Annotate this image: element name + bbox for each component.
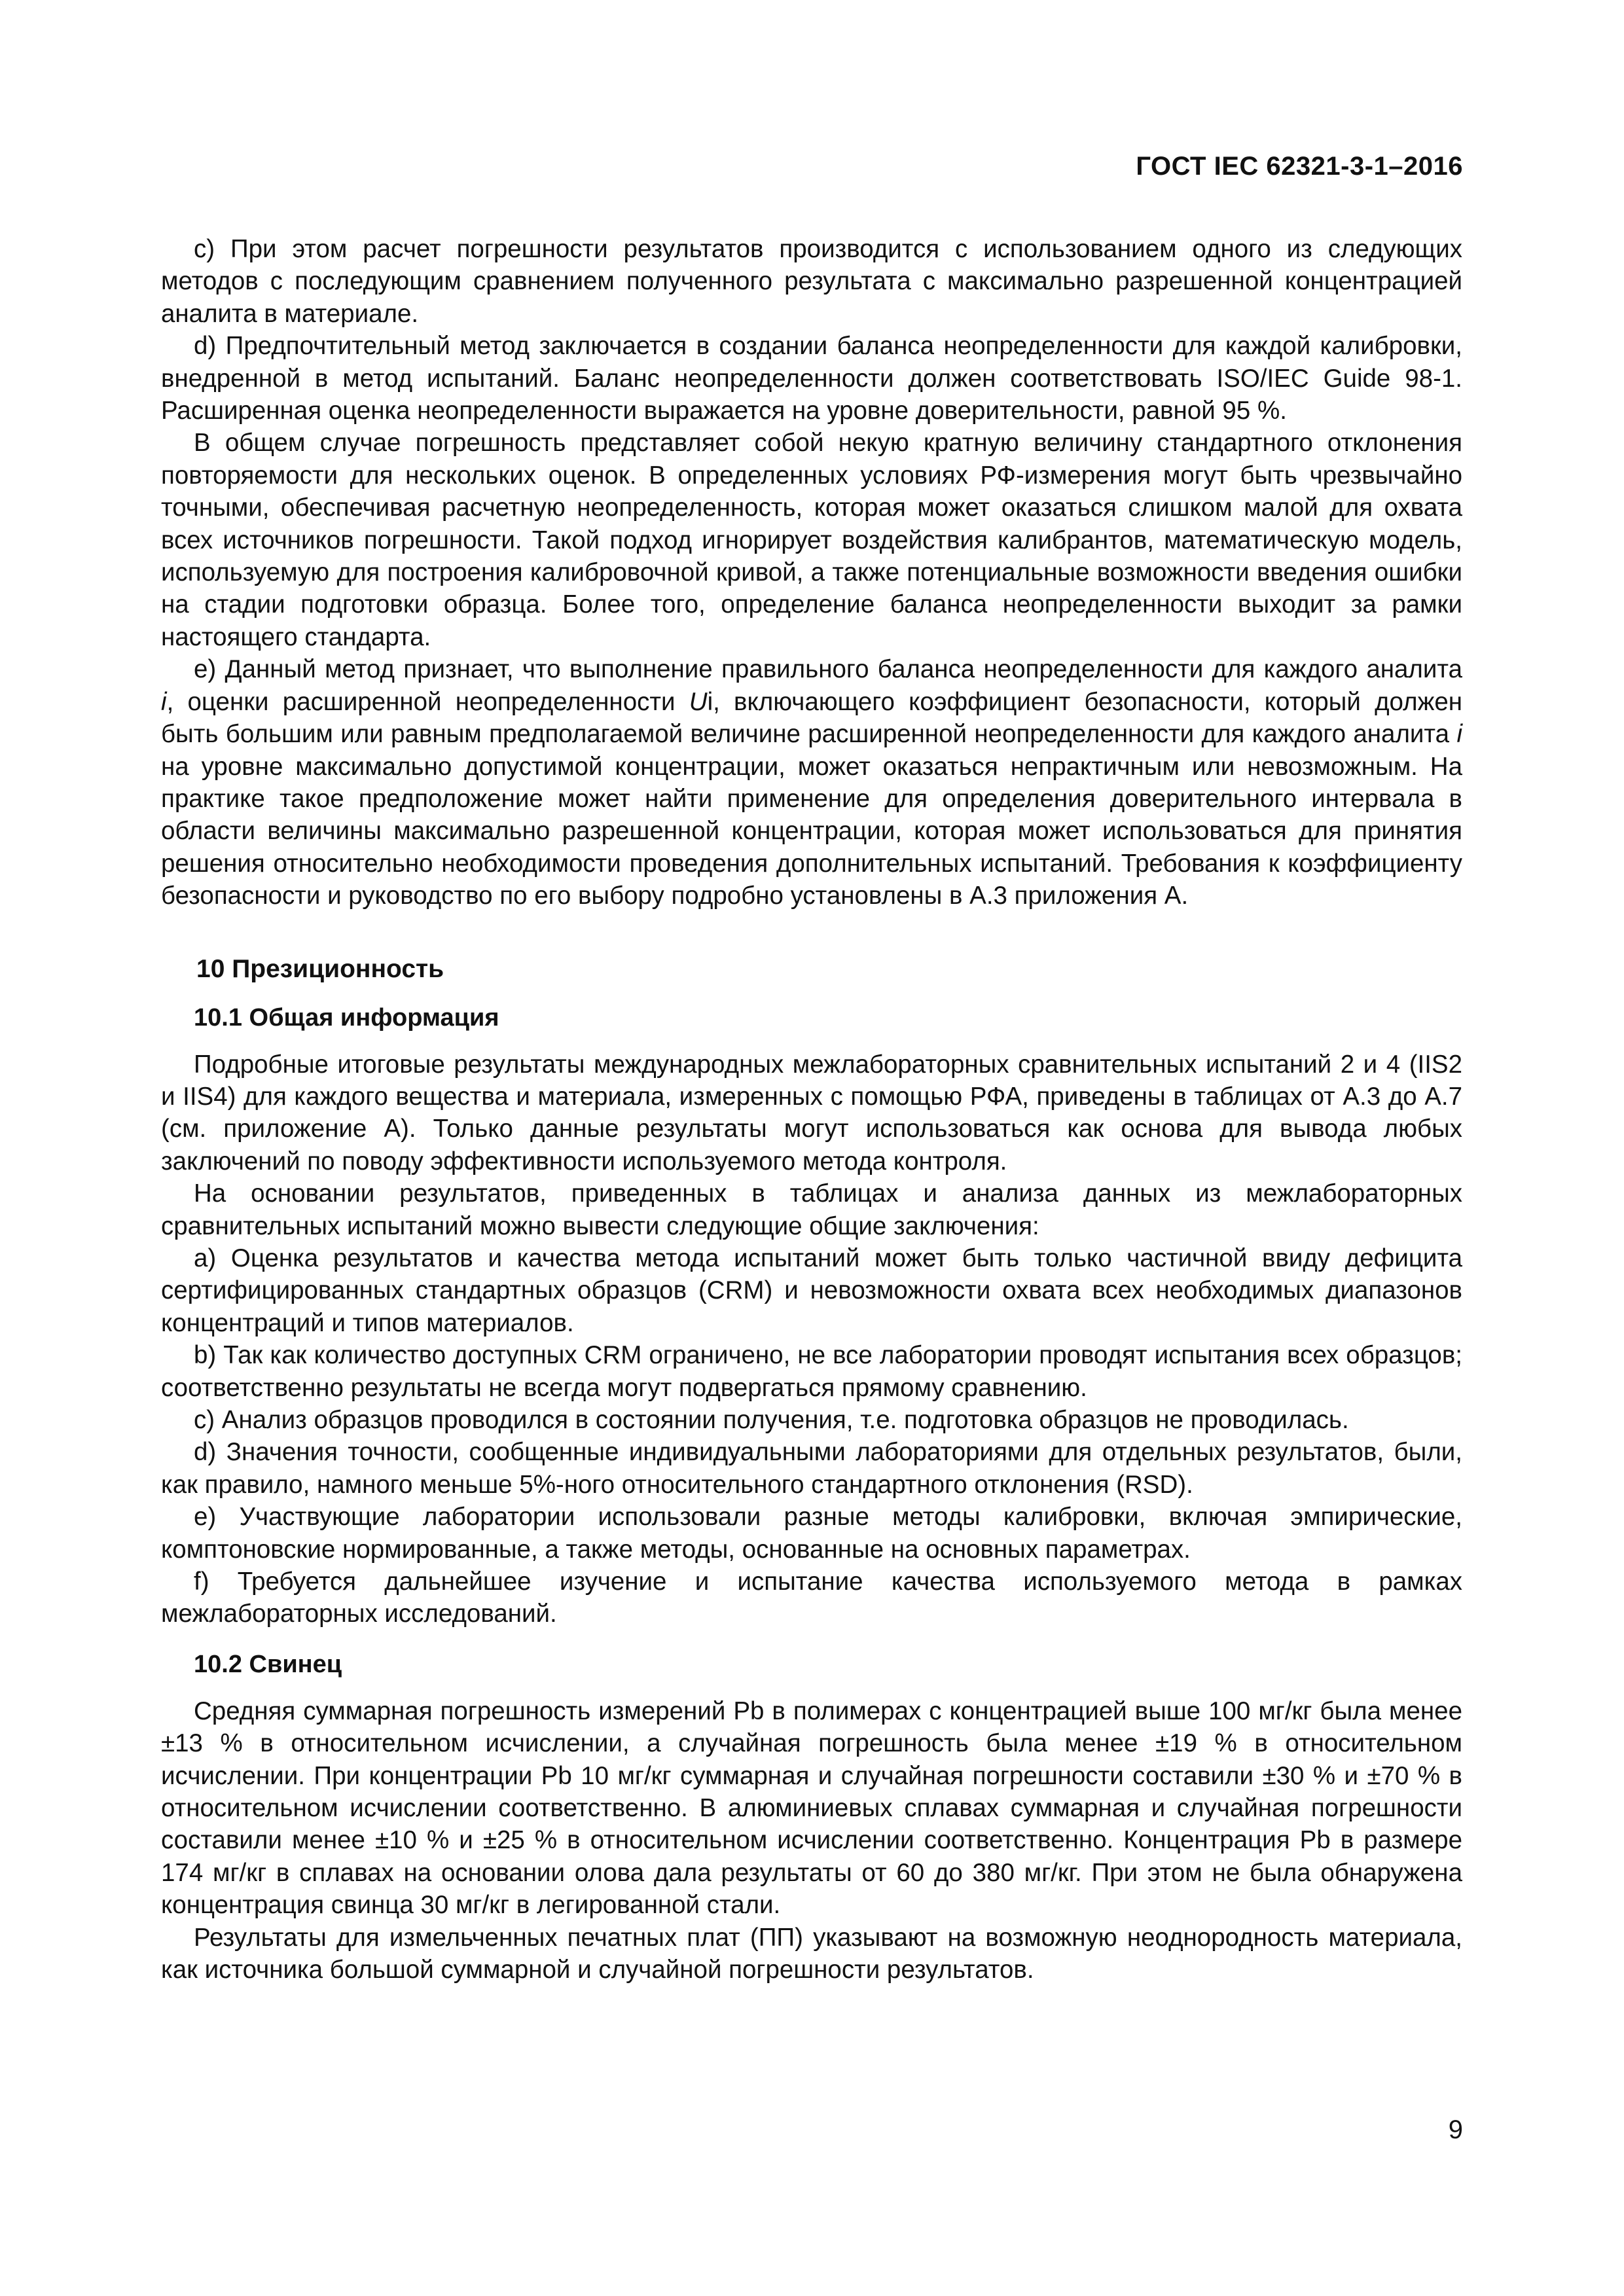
list-item-a: а) Оценка результатов и качества метода испытаний может быть только частичной ввиду дефицита сертифицированных стандартных образцов (CRM) и невозможности охвата всех необходимых диапазонов концентраций и типов материалов.: [161, 1244, 1462, 1337]
list-item-e: е) Участвующие лаборатории использовали разные методы калибровки, включая эмпирические, комптоновские нормированные, а также методы, основанные на основных параметрах.: [161, 1503, 1462, 1564]
subsection-10-2-title: 10.2 Свинец: [194, 1650, 342, 1678]
paragraph-10-2-lead-error: Средняя суммарная погрешность измерений Pb в полимерах с концентрацией выше 100 мг/кг была менее ±13 % в относительном исчислении, а случайная погрешность была менее ±19 % в относительном исчислении. При концентрации Pb 10 мг/кг суммарная и случайная погрешности составили ±30 % и ±70 % в относительном исчислении соответственно. В алюминиевых сплавах суммарная и случайная погрешности составили менее ±10 % и ±25 % в относительном исчислении соответственно. Концентрация Pb в размере 174 мг/кг в сплавах на основании олова дала результаты от 60 до 380 мг/кг. При этом не была обнаружена концентрация свинца 30 мг/кг в легированной стали.: [161, 1696, 1462, 1920]
paragraph-10-1-conclusions-intro: На основании результатов, приведенных в таблицах и анализа данных из межлабораторных сравнительных испытаний можно вывести следующие общие заключения:: [161, 1179, 1462, 1240]
page-number: 9: [1448, 2115, 1463, 2144]
paragraph-e-part-c: i, включающего коэффициент безопасности, который должен быть большим или равным предполагаемой величине расширенной неопределенности для каждого аналита: [161, 687, 1462, 749]
list-item-c: с) Анализ образцов проводился в состоянии получения, т.е. подготовка образцов не проводилась.: [194, 1406, 1349, 1434]
paragraph-e-part-a: е) Данный метод признает, что выполнение правильного баланса неопределенности для каждого аналита: [194, 655, 1462, 684]
paragraph-general-error: В общем случае погрешность представляет собой некую кратную величину стандартного отклонения повторяемости для нескольких оценок. В определенных условиях РФ-измерения могут быть чрезвычайно точными, обеспечивая расчетную неопределенность, которая может оказаться слишком малой для охвата всех источников погрешности. Такой подход игнорирует воздействия калибрантов, математическую модель, используемую для построения калибровочной кривой, а также потенциальные возможности введения ошибки на стадии подготовки образца. Более того, определение баланса неопределенности выходит за рамки настоящего стандарта.: [161, 429, 1462, 651]
list-item-d: d) Значения точности, сообщенные индивидуальными лабораториями для отдельных результатов, были, как правило, намного меньше 5%-ного относительного стандартного отклонения (RSD).: [161, 1438, 1462, 1499]
paragraph-c-calculation: с) При этом расчет погрешности результатов производится с использованием одного из следующих методов с последующим сравнением полученного результата с максимально разрешенной концентрацией аналита в материале.: [161, 235, 1462, 328]
paragraph-e-part-d: на уровне максимально допустимой концентрации, может оказаться непрактичным или невозможным. На практике такое предположение может найти применение для определения доверительного интервала в области величины максимально разрешенной концентрации, которая может использоваться для принятия решения относительно необходимости проведения дополнительных испытаний. Требования к коэффициенту безопасности и руководство по его выбору подробно установлены в А.3 приложения А.: [161, 752, 1462, 910]
paragraph-e-method: [161, 653, 1462, 912]
list-item-b: b) Так как количество доступных CRM ограничено, не все лаборатории проводят испытания всех образцов; соответственно результаты не всегда могут подвергаться прямому сравнению.: [161, 1341, 1462, 1402]
paragraph-d-preferred-method: d) Предпочтительный метод заключается в создании баланса неопределенности для каждой калибровки, внедренной в метод испытаний. Баланс неопределенности должен соответствовать ISO/IEC Guide 98-1. Расширенная оценка неопределенности выражается на уровне доверительности, равной 95 %.: [161, 332, 1462, 425]
analyte-symbol-i-second: i: [1456, 720, 1462, 749]
subsection-10-1-title: 10.1 Общая информация: [194, 1003, 499, 1031]
section-10-title: 10 Презиционность: [196, 954, 444, 983]
paragraph-10-2-pcb: Результаты для измельченных печатных плат (ПП) указывают на возможную неоднородность материала, как источника большой суммарной и случайной погрешности результатов.: [161, 1923, 1462, 1984]
paragraph-10-1-results: Подробные итоговые результаты международных межлабораторных сравнительных испытаний 2 и 4 (IIS2 и IIS4) для каждого вещества и материала, измеренных с помощью РФА, приведены в таблицах от А.3 до А.7 (см. приложение А). Только данные результаты могут использоваться как основа для вывода любых заключений по поводу эффективности используемого метода контроля.: [161, 1050, 1462, 1175]
paragraph-e-part-b: , оценки расширенной неопределенности: [166, 687, 689, 716]
analyte-symbol-i: i: [161, 687, 167, 716]
document-body: [161, 233, 1462, 1986]
list-item-f: f) Требуется дальнейшее изучение и испытание качества используемого метода в рамках межлабораторных исследований.: [161, 1568, 1462, 1628]
uncertainty-symbol-u: U: [689, 687, 708, 716]
document-header-standard: ГОСТ IEC 62321-3-1–2016: [1136, 152, 1463, 181]
